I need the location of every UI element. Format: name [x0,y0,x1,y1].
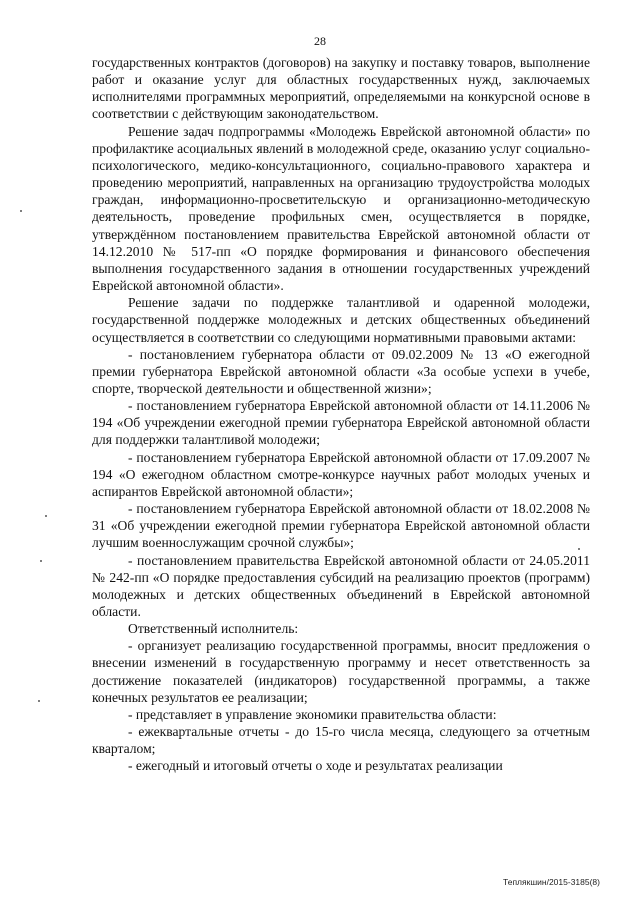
scan-speck [38,700,40,702]
body-text [92,54,590,775]
list-item-decree-13: - постановлением губернатора области от 09.02.2009 № 13 «О ежегодной премии губернатора Еврейской автономной области «За особые успехи в учебе, спорте, творческой деятельности и общественной жизни»; [92,346,590,396]
scan-speck [45,515,47,517]
list-item-decree-194-2006: - постановлением губернатора Еврейской автономной области от 14.11.2006 № 194 «Об учреждении ежегодной премии губернатора Еврейской автономной области для поддержки талантливой молодежи; [92,398,590,448]
list-item-organizes: - организует реализацию государственной программы, вносит предложения о внесении изменений в государственную программу и несет ответственность за достижение показателей (индикаторов) государственной программы, а также конечных результатов ее реализации; [92,638,590,705]
list-item-decree-31: - постановлением губернатора Еврейской автономной области от 18.02.2008 № 31 «Об учреждении ежегодной премии губернатора Еврейской автономной области лучшим военнослужащим срочной службы»; [92,501,590,551]
paragraph-talented-youth: Решение задачи по поддержке талантливой и одаренной молодежи, государственной поддержке молодежных и детских общественных объединений осуществляется в соответствии со следующими нормативными правовыми актами: [92,295,590,345]
paragraph-responsible-executor: Ответственный исполнитель: [128,621,299,637]
list-item-quarterly-reports: - ежеквартальные отчеты - до 15-го числа месяца, следующего за отчетным кварталом; [92,724,590,757]
paragraph-contracts: государственных контрактов (договоров) на закупку и поставку товаров, выполнение работ и оказание услуг для областных государственных нужд, заключаемых исполнителями программных мероприятий, определяемыми на конкурсной основе в соответствии с действующим законодательством. [92,55,590,122]
paragraph-youth-subprogram: Решение задач подпрограммы «Молодежь Еврейской автономной области» по профилактике асоциальных явлений в молодежной среде, оказанию услуг социально-психологического, медико-консультационного, социально-правового характера и проведению мероприятий, направленных на организацию трудоустройства молодых граждан, информационно-просветительскую и организационно-методическую деятельность, проведение профильных смен, осуществляется в порядке, утверждённом постановлением правительства Еврейской автономной области от 14.12.2010 № 517-пп «О порядке формирования и финансового обеспечения выполнения государственного задания в отношении государственных учреждений Еврейской автономной области». [92,123,590,294]
page-number: 28 [314,34,326,48]
list-item-decree-242: - постановлением правительства Еврейской автономной области от 24.05.2011 № 242-пп «О порядке предоставления субсидий на реализацию проектов (программ) молодежных и детских общественных объединений в Еврейской автономной области. [92,552,590,619]
scan-speck [40,560,42,562]
scan-speck [20,210,22,212]
scan-speck [578,548,580,550]
list-item-decree-194-2007: - постановлением губернатора Еврейской автономной области от 17.09.2007 № 194 «О ежегодном областном смотре-конкурсе научных работ молодых ученых и аспирантов Еврейской автономной области»; [92,449,590,499]
document-stamp: Теплякшин/2015-3185(8) [503,877,600,887]
list-item-submits: - представляет в управление экономики правительства области: [128,706,497,722]
list-item-annual-reports: - ежегодный и итоговый отчеты о ходе и результатах реализации [128,758,503,774]
